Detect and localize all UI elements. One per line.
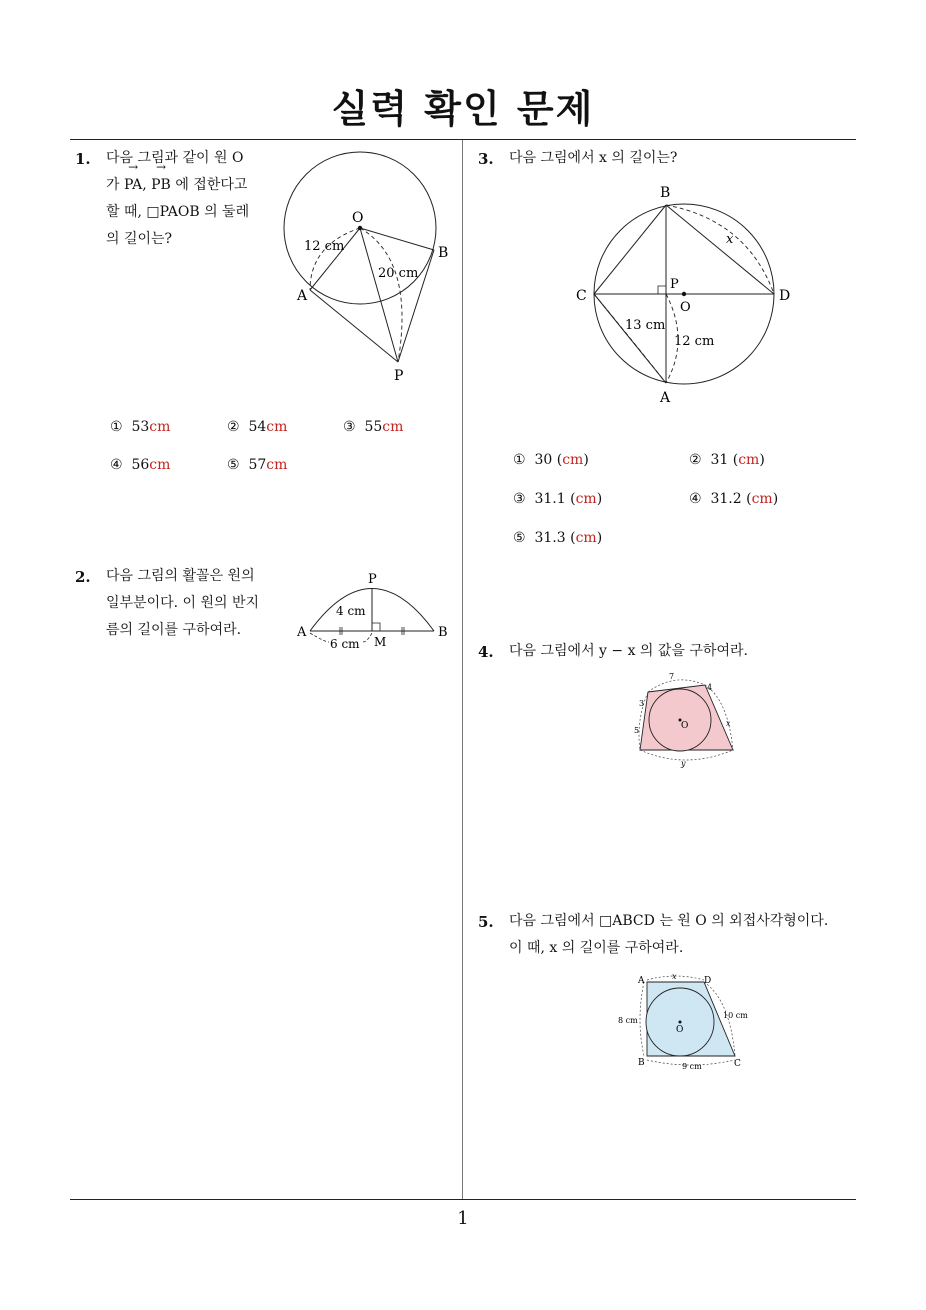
- choice-mark: ②: [689, 452, 702, 468]
- choice-2[interactable]: [227, 419, 287, 435]
- question-number: 4.: [478, 643, 494, 661]
- choice-4[interactable]: [110, 457, 170, 473]
- text-line: 의 길이는?: [106, 231, 173, 247]
- question-text: [106, 563, 286, 644]
- text-line: 름의 길이를 구하여라.: [106, 622, 242, 638]
- choice-mark: ⑤: [513, 530, 526, 546]
- text-line: 다음 그림의 활꼴은 원의: [106, 568, 255, 584]
- label-m: M: [374, 635, 387, 649]
- label-op-length: 20 cm: [378, 266, 419, 281]
- question-number: 1.: [75, 150, 91, 168]
- choice-unit: cm: [149, 419, 171, 435]
- choice-value: 54: [248, 419, 267, 435]
- text-line: [106, 172, 276, 199]
- choice-unit: cm: [266, 457, 288, 473]
- label-p: P: [394, 368, 404, 384]
- page-number: 1: [457, 1208, 469, 1229]
- label-right-length: 10 cm: [723, 1011, 748, 1020]
- choice-4[interactable]: ④ 31.2 (cm): [689, 491, 779, 507]
- q3-figure: [572, 180, 802, 410]
- label-c: C: [734, 1059, 741, 1069]
- center-point: [679, 1021, 682, 1024]
- label-b: B: [638, 1058, 645, 1068]
- choice-mark: ①: [110, 419, 123, 435]
- choice-1[interactable]: ① 30 (cm): [513, 452, 589, 468]
- text-line: 일부분이다. 이 원의 반지: [106, 595, 260, 611]
- label-ca-length: 13 cm: [625, 318, 666, 333]
- question-number: 3.: [478, 150, 494, 168]
- choice-3[interactable]: [343, 419, 403, 435]
- question-text: 다음 그림에서 y − x 의 값을 구하여라.: [509, 643, 748, 659]
- question-text: [509, 908, 869, 962]
- choice-unit: cm: [266, 419, 288, 435]
- choice-value: 30: [534, 452, 553, 468]
- label-x: x: [726, 232, 734, 247]
- bottom-rule: [70, 1199, 856, 1200]
- choice-mark: ③: [343, 419, 356, 435]
- column-divider: [462, 140, 463, 1200]
- choice-unit: cm: [751, 491, 773, 507]
- segment-ob: [360, 228, 434, 250]
- label-o: O: [352, 210, 364, 226]
- segment-oa: [310, 228, 360, 290]
- label-top: 7: [669, 672, 675, 681]
- choice-5[interactable]: ⑤ 31.3 (cm): [513, 530, 603, 546]
- label-oa-length: 12 cm: [304, 239, 345, 254]
- choice-value: 31.1: [534, 491, 566, 507]
- center-point: [358, 226, 362, 230]
- label-left-length: 8 cm: [618, 1016, 638, 1025]
- q4-figure: [630, 670, 740, 768]
- label-o: O: [676, 1025, 684, 1035]
- choice-value: 56: [131, 457, 150, 473]
- choice-2[interactable]: ② 31 (cm): [689, 452, 765, 468]
- choice-value: 31: [710, 452, 729, 468]
- vector-pb: → PB: [151, 172, 171, 199]
- label-a: A: [297, 288, 308, 304]
- tangent-pa: [310, 290, 398, 362]
- right-angle-mark: [372, 623, 380, 631]
- choice-mark: ⑤: [227, 457, 240, 473]
- label-a: A: [297, 625, 307, 640]
- choice-value: 57: [248, 457, 267, 473]
- q5-figure: [612, 970, 757, 1070]
- label-y: y: [681, 759, 686, 768]
- label-bottom-length: 9 cm: [682, 1062, 702, 1071]
- choice-value: 55: [364, 419, 383, 435]
- label-a: A: [660, 390, 671, 406]
- choice-value: 31.3: [534, 530, 566, 546]
- label-pm-length: 4 cm: [336, 604, 366, 618]
- label-x: x: [726, 719, 731, 728]
- dashed-brace: [363, 633, 372, 642]
- dashed-brace-left: [640, 982, 644, 1056]
- label-p: P: [368, 572, 377, 587]
- text-line: 할 때, □PAOB 의 둘레: [106, 204, 250, 220]
- label-b: B: [438, 625, 448, 640]
- label-p: P: [670, 277, 679, 292]
- center-point: [682, 292, 686, 296]
- q1-figure: [280, 150, 450, 385]
- label-b: B: [660, 185, 671, 201]
- choice-unit: cm: [562, 452, 584, 468]
- page-title: 실력 확인 문제: [331, 87, 595, 131]
- choice-unit: cm: [575, 491, 597, 507]
- question-text: 다음 그림에서 x 의 길이는?: [509, 150, 678, 166]
- q2-figure: [295, 570, 460, 652]
- label-x: x: [672, 972, 677, 981]
- label-left-lower: 5: [634, 726, 640, 735]
- label-left-upper: 3: [639, 699, 645, 708]
- vector-pa: → PA: [124, 172, 142, 199]
- right-angle-mark: [658, 286, 666, 294]
- label-b: B: [438, 245, 449, 261]
- question-number: 2.: [75, 568, 91, 586]
- choice-mark: ④: [689, 491, 702, 507]
- label-d: D: [779, 288, 791, 304]
- question-number: 5.: [478, 913, 494, 931]
- label-c: C: [576, 288, 587, 304]
- text-line: 이 때, x 의 길이를 구하여라.: [509, 940, 684, 956]
- choice-unit: cm: [382, 419, 404, 435]
- text-line: 다음 그림과 같이 원 O: [106, 150, 244, 166]
- choice-mark: ②: [227, 419, 240, 435]
- choice-3[interactable]: ③ 31.1 (cm): [513, 491, 603, 507]
- choice-mark: ①: [513, 452, 526, 468]
- text-line: 다음 그림에서 □ABCD 는 원 O 의 외접사각형이다.: [509, 913, 829, 929]
- chord-bd: [666, 205, 774, 294]
- segment-op: [360, 228, 398, 362]
- choice-unit: cm: [738, 452, 760, 468]
- choice-1[interactable]: [110, 419, 170, 435]
- dashed-brace-bottom: [640, 750, 733, 760]
- label-am-length: 6 cm: [330, 637, 360, 651]
- question-text: [106, 145, 276, 253]
- label-pa-length: 12 cm: [674, 334, 715, 349]
- choice-value: 53: [131, 419, 150, 435]
- label-o: O: [680, 300, 691, 315]
- choice-value: 31.2: [710, 491, 742, 507]
- choice-unit: cm: [149, 457, 171, 473]
- text-fragment: ,: [142, 177, 147, 193]
- choice-mark: ③: [513, 491, 526, 507]
- choice-mark: ④: [110, 457, 123, 473]
- dashed-brace: [310, 633, 329, 642]
- chord-cb: [594, 205, 666, 294]
- label-o: O: [681, 721, 689, 731]
- choice-unit: cm: [575, 530, 597, 546]
- label-top-right: 4: [707, 683, 713, 692]
- choice-5[interactable]: [227, 457, 287, 473]
- label-d: D: [704, 976, 712, 986]
- text-fragment: 에 접한다고: [175, 177, 248, 193]
- text-fragment: 가: [106, 177, 120, 193]
- label-a: A: [638, 976, 645, 986]
- top-rule: [70, 139, 856, 140]
